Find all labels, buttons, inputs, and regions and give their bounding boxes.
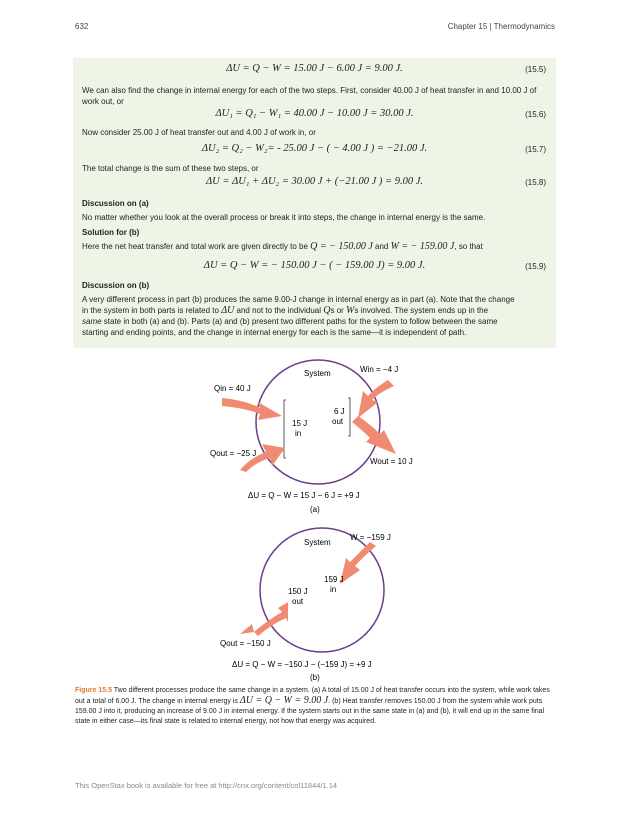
heat-in-amount: 15 J [292,419,308,428]
equation-number-15-8: (15.8) [525,178,546,187]
work-out-bracket [348,398,350,436]
paragraph-discussion-b: A very different process in part (b) produces the same 9.00-J change in internal energy as in part (a). Note that the change in the system in both parts is related to ΔU and not to the individual Qs or Ws involved. The system ends up in the same state in both (a) and (b). Parts (a) and (b) present two different paths for the system to follow between the same starting and ending points, and the change in internal energy for each is the same—it is independent of path. [82,295,515,337]
q-out-label: Qout = −25 J [210,449,257,458]
q-out-label: Qout = −150 J [220,639,271,648]
figure-b-equation: ΔU = Q − W = −150 J − (−159 J) = +9 J [232,660,372,669]
equation-15-8: ΔU = ΔU₁ + ΔU₂ = 30.00 J + (−21.00 J ) = 9.00 J. [205,176,424,187]
figure-a-diagram [200,358,440,518]
heading-solution-b: Solution for (b) [82,228,140,237]
figure-b-diagram [200,524,440,684]
w-in-label: Win = −4 J [360,365,399,374]
heading-discussion-a: Discussion on (a) [82,199,149,208]
system-label: System [304,538,331,547]
paragraph-two-steps: We can also find the change in internal energy for each of the two steps. First, consider 40.00 J of heat transfer in and 10.00 J of work out, or [82,86,537,106]
figure-a-equation: ΔU = Q − W = 15 J − 6 J = +9 J [248,491,360,500]
math-q-value: Q = − 150.00 J [310,241,373,252]
w-label: W = −159 J [350,533,391,542]
heat-in-word: in [295,429,302,438]
figure-caption: Figure 15.5 Two different processes produce the same change in a system. (a) A total of 15.00 J of heat transfer occurs into the system, while work takes out a total of 6.00 J. The change in internal energy is ΔU = Q − W = 9.00 J. (b) Heat transfer removes 150.00 J from the system while work puts 159.00 J into it, producing an increase of 9.00 J in internal energy. If the system starts out in the same state in (a) and (b), it will end up in the same final state in either case—its final state is related to internal energy, not how that energy was acquired. [75,687,550,725]
page-footer: This OpenStax book is available for free at http://cnx.org/content/col11844/1.14 [75,781,338,790]
equation-15-9: ΔU = Q − W = − 150.00 J − ( − 159.00 J) = 9.00 J. [203,260,426,271]
math-w-value: W = − 159.00 J [390,241,455,252]
heading-discussion-b: Discussion on (b) [82,281,150,290]
figure-a-label: (a) [310,505,320,514]
w-out-label: Wout = 10 J [370,457,413,466]
paragraph-discussion-a: No matter whether you look at the overall process or break it into steps, the change in internal energy is the same. [82,213,486,222]
heat-out-amount: 150 J [288,587,308,596]
work-in-word: in [330,585,337,594]
work-in-amount: 159 J [324,575,344,584]
heat-out-word: out [292,597,304,606]
equation-15-7: ΔU₂ = Q₂ − W₂= - 25.00 J − ( − 4.00 J ) = −21.00 J. [201,143,428,154]
w-in-arrow [340,542,376,584]
work-out-word: out [332,417,344,426]
figure-b-label: (b) [310,673,320,682]
q-in-arrow [222,398,282,420]
equation-number-15-7: (15.7) [525,145,546,154]
work-out-amount: 6 J [334,407,345,416]
q-in-label: Qin = 40 J [214,384,251,393]
system-label: System [304,369,331,378]
equation-number-15-6: (15.6) [525,110,546,119]
figure-caption-label: Figure 15.5 [75,687,112,694]
example-solution-box [73,58,556,348]
equation-15-5: ΔU = Q − W = 15.00 J − 6.00 J = 9.00 J. [226,63,403,74]
equation-number-15-9: (15.9) [525,262,546,271]
q-out-arrow [240,602,288,636]
paragraph-solution-b: Here the net heat transfer and total work are given directly to be Q = − 150.00 J and W = − 159.00 J, so that [82,241,483,252]
chapter-title: Chapter 15 | Thermodynamics [447,22,555,31]
paragraph-heat-out: Now consider 25.00 J of heat transfer out and 4.00 J of work in, or [82,128,316,137]
equation-15-6: ΔU₁ = Q₁ − W₁ = 40.00 J − 10.00 J = 30.00 J. [215,108,414,119]
caption-math: ΔU = Q − W = 9.00 J [239,695,329,706]
paragraph-total-change: The total change is the sum of these two steps, or [82,164,259,173]
heat-in-bracket [284,400,286,458]
page-number: 632 [75,22,89,31]
equation-number-15-5: (15.5) [525,65,546,74]
